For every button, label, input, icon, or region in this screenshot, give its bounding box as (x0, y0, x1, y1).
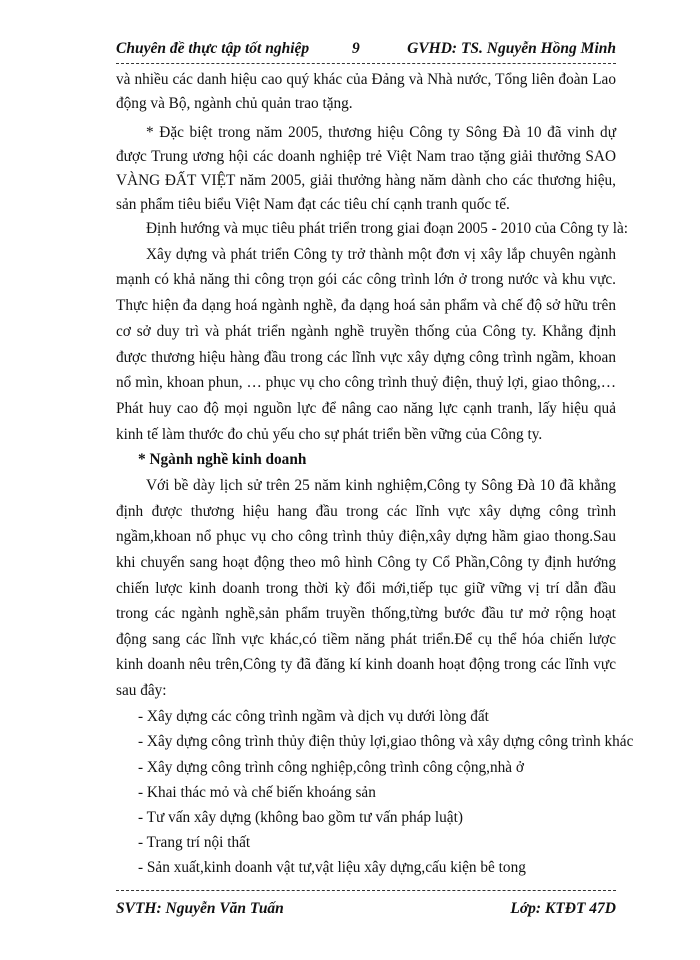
body-line: Xây dựng và phát triển Công ty trở thành một đơn vị xây lắp chuyên ngành (146, 246, 616, 263)
body-line: được Trung ương hội các doanh nghiệp trẻ Việt Nam trao tặng giải thưởng SAO (116, 148, 616, 165)
list-item: - Trang trí nội thất (138, 834, 251, 851)
student-name: SVTH: Nguyễn Văn Tuấn (116, 900, 284, 917)
body-line: trong các ngành nghề,sản phẩm truyền thống,từng bước đầu tư mở rộng hoạt (116, 605, 616, 622)
section-heading: * Ngành nghề kinh doanh (138, 451, 307, 468)
body-line: Định hướng và mục tiêu phát triển trong giai đoạn 2005 - 2010 của Công ty là: (146, 220, 628, 237)
page-footer (116, 900, 616, 922)
body-line: được thương hiệu hàng đầu trong các lĩnh vực xây dựng công trình ngầm, khoan (116, 349, 616, 366)
body-line: sau đây: (116, 682, 167, 699)
body-line: kinh doanh nêu trên,Công ty đã đăng kí kinh doanh hoạt động trong các lĩnh vực (116, 656, 616, 673)
list-item: - Xây dựng công trình thủy điện thủy lợi,giao thông và xây dựng công trình khác (138, 733, 634, 750)
page-header (116, 40, 616, 62)
body-line: định được thương hiệu hang đầu trong các lĩnh vực xây dựng công trình (116, 503, 616, 520)
advisor-name: GVHD: TS. Nguyễn Hồng Minh (407, 40, 616, 57)
body-line: Phát huy cao độ mọi nguồn lực để nâng cao năng lực cạnh tranh, lấy hiệu quả (116, 400, 616, 417)
body-line: ngầm,khoan nổ phục vụ cho công trình thủy điện,xây dựng hầm giao thong.Sau (116, 528, 616, 545)
body-line: động sang các lĩnh vực khác,có tiềm năng phát triển.Để cụ thể hóa chiến lược (116, 631, 616, 648)
list-item: - Xây dựng công trình công nghiệp,công trình công cộng,nhà ở (138, 759, 524, 776)
body-line: chiến lược kinh doanh trong thời kỳ đổi mới,tiếp tục giữ vững vị trí dẫn đầu (116, 580, 616, 597)
body-line: Với bề dày lịch sử trên 25 năm kinh nghiệm,Công ty Sông Đà 10 đã khẳng (146, 477, 616, 494)
body-line: * Đặc biệt trong năm 2005, thương hiệu Công ty Sông Đà 10 đã vinh dự (146, 124, 616, 141)
body-line: kinh tế làm thước đo chủ yếu cho sự phát triển bền vững của Công ty. (116, 426, 543, 443)
body-line: khi chuyển sang hoạt động theo mô hình Công ty Cổ Phần,Công ty định hướng (116, 554, 616, 571)
list-item: - Xây dựng các công trình ngầm và dịch vụ dưới lòng đất (138, 708, 489, 725)
body-line: cơ sở duy trì và phát triển ngành nghề truyền thống của Công ty. Khẳng định (116, 323, 616, 340)
list-item: - Tư vấn xây dựng (không bao gồm tư vấn pháp luật) (138, 809, 463, 826)
body-line: và nhiều các danh hiệu cao quý khác của Đảng và Nhà nước, Tổng liên đoàn Lao (116, 71, 616, 88)
page-number: 9 (352, 40, 360, 57)
list-item: - Khai thác mỏ và chế biến khoáng sản (138, 784, 376, 801)
body-line: sản phẩm tiêu biểu Việt Nam đạt các tiêu chí cạnh tranh quốc tế. (116, 196, 510, 213)
footer-divider (116, 890, 616, 891)
body-line: VÀNG ĐẤT VIỆT năm 2005, giải thưởng hàng năm dành cho các thương hiệu, (116, 172, 616, 189)
document-title: Chuyên đề thực tập tốt nghiệp (116, 40, 310, 57)
body-line: Thực hiện đa dạng hoá ngành nghề, đa dạng hoá sản phẩm và chế độ sở hữu trên (116, 297, 616, 314)
list-item: - Sản xuất,kinh doanh vật tư,vật liệu xây dựng,cấu kiện bê tong (138, 859, 526, 876)
body-line: nổ mìn, khoan phun, … phục vụ cho công trình thuỷ điện, thuỷ lợi, giao thông,… (116, 374, 616, 391)
header-divider (116, 63, 616, 64)
body-line: mạnh có khả năng thi công trọn gói các công trình lớn ở trong nước và khu vực. (116, 271, 616, 288)
body-line: động và Bộ, ngành chủ quản trao tặng. (116, 95, 353, 112)
class-name: Lớp: KTĐT 47D (510, 900, 616, 917)
